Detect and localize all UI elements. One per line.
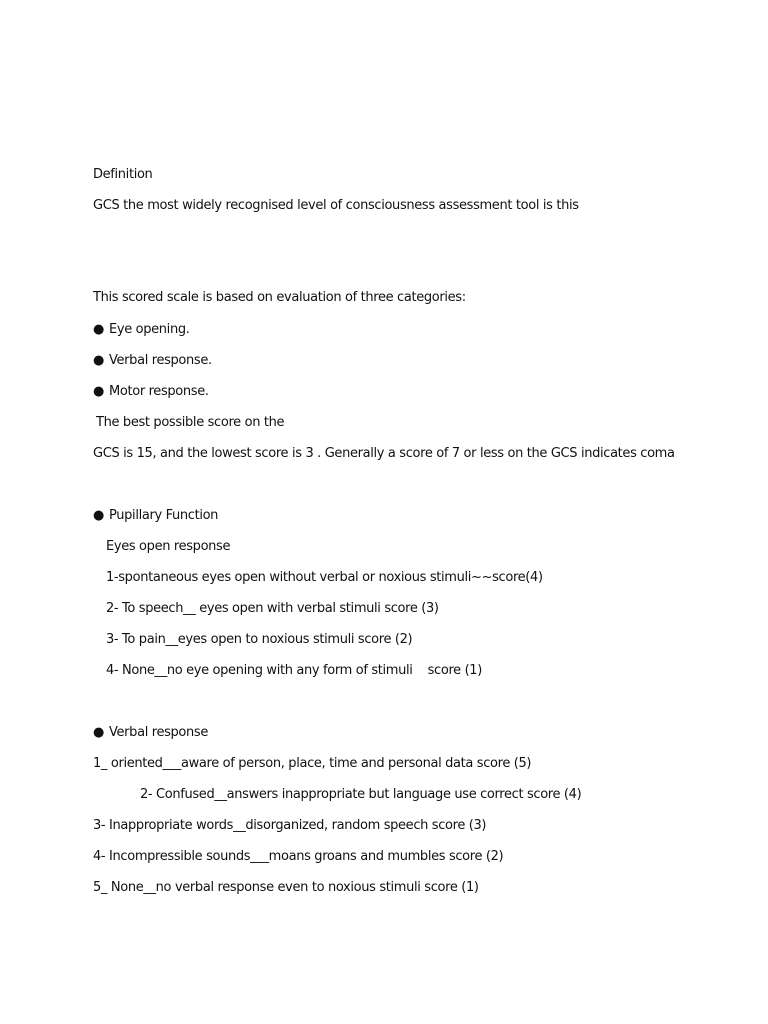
verbal-item: 1_ oriented___aware of person, place, time and personal data score (5) — [93, 756, 532, 771]
verbal-item: 5_ None__no verbal response even to noxious stimuli score (1) — [93, 880, 479, 895]
eye-item: 4- None__no eye opening with any form of stimuli score (1) — [106, 663, 482, 678]
category-verbal-response: ● Verbal response. — [93, 353, 212, 369]
score-range-line: GCS is 15, and the lowest score is 3 . Generally a score of 7 or less on the GCS indicates coma — [93, 446, 675, 461]
eye-item: 2- To speech__ eyes open with verbal stimuli score (3) — [106, 601, 439, 616]
scale-intro: This scored scale is based on evaluation of three categories: — [93, 290, 466, 305]
verbal-item: 3- Inappropriate words__disorganized, random speech score (3) — [93, 818, 487, 833]
verbal-item: 4- Incompressible sounds___moans groans and mumbles score (2) — [93, 849, 504, 864]
verbal-item: 2- Confused__answers inappropriate but language use correct score (4) — [140, 787, 582, 802]
pupillary-function-heading: ● Pupillary Function — [93, 508, 218, 524]
definition-text: GCS the most widely recognised level of consciousness assessment tool is this — [93, 198, 579, 213]
eyes-open-heading: Eyes open response — [106, 539, 231, 554]
eye-item: 1-spontaneous eyes open without verbal or noxious stimuli~~score(4) — [106, 570, 543, 585]
category-motor-response: ● Motor response. — [93, 384, 209, 400]
eye-item: 3- To pain__eyes open to noxious stimuli score (2) — [106, 632, 413, 647]
category-eye-opening: ● Eye opening. — [93, 322, 190, 338]
verbal-response-heading: ● Verbal response — [93, 725, 208, 741]
best-score-line: The best possible score on the — [96, 415, 285, 430]
definition-heading: Definition — [93, 167, 153, 182]
